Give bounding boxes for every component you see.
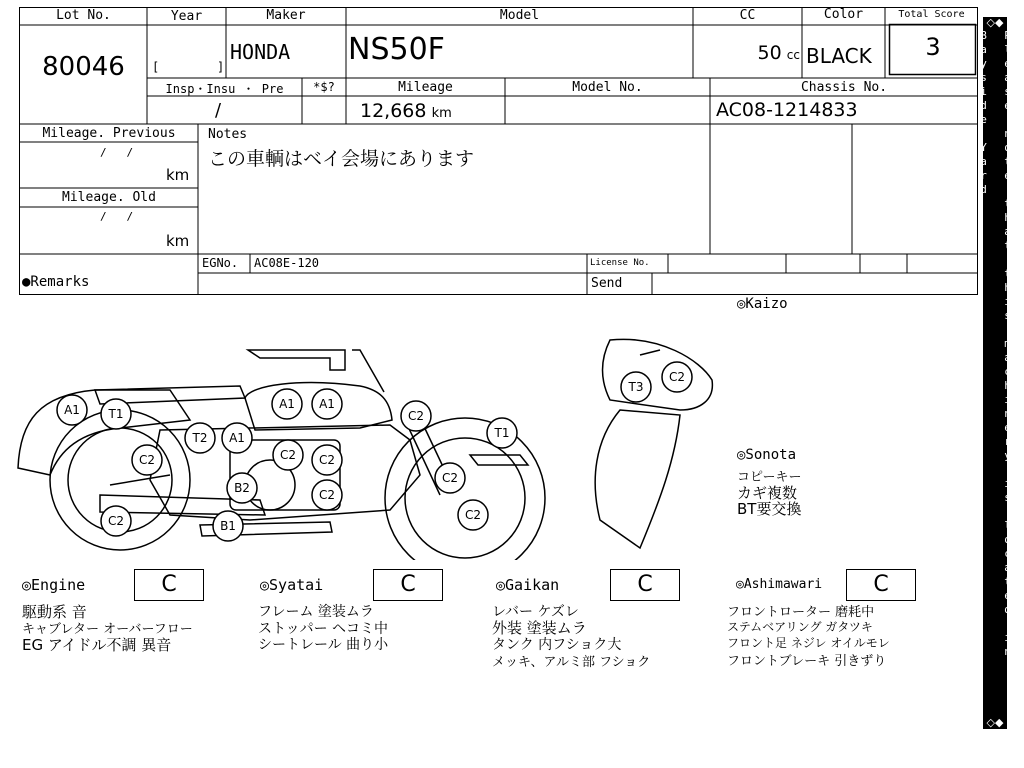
svg-text:C2: C2	[107, 514, 125, 528]
license-label: License No.	[590, 258, 650, 268]
chassis-value: AC08-1214833	[716, 99, 858, 121]
mileage-value: 12,668	[360, 100, 427, 122]
price-label: *$?	[313, 80, 335, 94]
damage-bubble	[213, 511, 243, 541]
sonota-line: カギ複数	[737, 484, 798, 502]
svg-text:C2: C2	[407, 409, 425, 423]
svg-text:T3: T3	[628, 380, 644, 394]
remarks-label: ●Remarks	[22, 274, 90, 290]
svg-text:C2: C2	[138, 453, 156, 467]
old-mileage-label: Mileage. Old	[62, 190, 156, 205]
side-notice-banner	[977, 16, 1014, 729]
svg-text:B2: B2	[234, 481, 250, 495]
svg-text:A1: A1	[64, 403, 80, 417]
total-score-label: Total Score	[898, 9, 965, 20]
svg-text:T1: T1	[494, 426, 510, 440]
engine-note: 駆動系 音	[22, 603, 87, 621]
svg-text:C2: C2	[464, 508, 482, 522]
color-value: BLACK	[806, 44, 872, 68]
sonota-line: コピーキー	[737, 470, 802, 485]
old-mileage-unit: km	[166, 232, 190, 250]
svg-text:C2: C2	[668, 370, 686, 384]
svg-text:T2: T2	[192, 431, 208, 445]
syatai-grade: C	[373, 569, 443, 601]
syatai-note: シートレール 曲り小	[258, 637, 389, 653]
model-value: NS50F	[348, 32, 445, 67]
svg-text:C2: C2	[441, 471, 459, 485]
svg-text:A1: A1	[319, 397, 335, 411]
maker-label: Maker	[266, 8, 306, 23]
sonota-label: ◎Sonota	[737, 447, 797, 463]
damage-bubble	[101, 399, 131, 429]
damage-bubble	[435, 463, 465, 493]
gaikan-note: レバー ケズレ	[492, 604, 579, 620]
damage-bubble	[132, 445, 162, 475]
mileage-label: Mileage	[398, 80, 453, 95]
damage-bubble	[101, 506, 131, 536]
svg-text:B1: B1	[220, 519, 236, 533]
syatai-note: フレーム 塗装ムラ	[258, 604, 374, 620]
chassis-label: Chassis No.	[800, 80, 888, 95]
total-score-value: 3	[925, 33, 941, 61]
syatai-label: ◎Syatai	[260, 576, 324, 594]
damage-bubble	[662, 362, 692, 392]
gaikan-note: タンク 内フショク大	[492, 637, 622, 653]
prev-mileage-label: Mileage. Previous	[42, 126, 176, 141]
damage-bubble	[312, 389, 342, 419]
gaikan-note: メッキ、アルミ部 フショク	[492, 655, 651, 670]
cc-value: 50	[757, 42, 782, 64]
engine-grade: C	[134, 569, 204, 601]
egno-value: AC08E-120	[254, 256, 320, 270]
diamond-icon: ◇◆	[986, 716, 1004, 729]
engine-note: キャブレター オーバーフロー	[22, 622, 193, 637]
damage-bubble	[185, 423, 215, 453]
damage-bubble	[458, 500, 488, 530]
lot-value: 80046	[42, 52, 125, 82]
lot-label: Lot No.	[56, 8, 111, 23]
side-notice-text: Please note that this machinery is located in Bayside Yard	[977, 29, 1014, 659]
color-label: Color	[823, 7, 864, 22]
svg-text:C2: C2	[279, 448, 297, 462]
old-mileage-date: / /	[100, 210, 134, 223]
ashimawari-label: ◎Ashimawari	[736, 577, 823, 592]
svg-text:C2: C2	[318, 488, 336, 502]
syatai-note: ストッパー ヘコミ中	[258, 621, 389, 637]
engine-label: ◎Engine	[22, 576, 86, 594]
gaikan-grade: C	[610, 569, 680, 601]
damage-bubble	[312, 445, 342, 475]
motorcycle-diagram	[0, 300, 730, 560]
svg-text:T1: T1	[108, 407, 124, 421]
model-label: Model	[499, 8, 540, 23]
gaikan-note: 外装 塗装ムラ	[492, 619, 587, 637]
sonota-line: BT要交換	[737, 500, 802, 518]
damage-bubble	[57, 395, 87, 425]
ashimawari-note: ステムベアリング ガタツキ	[727, 620, 873, 634]
svg-text:A1: A1	[279, 397, 295, 411]
ashimawari-grade: C	[846, 569, 916, 601]
insp-label: Insp・Insu ・ Pre	[165, 82, 284, 96]
year-label: Year	[170, 9, 203, 24]
engine-note: EG アイドル不調 異音	[22, 636, 172, 654]
damage-bubble	[227, 473, 257, 503]
egno-label: EGNo.	[202, 256, 239, 270]
ashimawari-note: フロント足 ネジレ オイルモレ	[727, 636, 890, 650]
maker-value: HONDA	[230, 40, 291, 64]
model-no-label: Model No.	[572, 80, 643, 95]
diamond-icon: ◇◆	[986, 16, 1004, 29]
prev-mileage-date: / /	[100, 146, 134, 159]
damage-bubble	[273, 440, 303, 470]
damage-bubble	[621, 372, 651, 402]
cowl-outline	[595, 339, 712, 548]
ashimawari-note: フロントローター 磨耗中	[727, 605, 875, 620]
insp-value: /	[215, 100, 222, 121]
mileage-unit: km	[431, 106, 452, 121]
kaizo-label: ◎Kaizo	[737, 296, 788, 312]
ashimawari-note: フロントブレーキ 引きずり	[727, 654, 887, 669]
damage-bubble	[272, 389, 302, 419]
gaikan-label: ◎Gaikan	[496, 576, 560, 594]
damage-bubble	[401, 401, 431, 431]
svg-text:A1: A1	[229, 431, 245, 445]
cc-label: CC	[739, 8, 756, 23]
damage-bubble	[222, 423, 252, 453]
year-value: [ ]	[152, 60, 225, 74]
notes-value: この車輌はベイ会場にあります	[208, 148, 475, 170]
prev-mileage-unit: km	[166, 166, 190, 184]
svg-text:C2: C2	[318, 453, 336, 467]
send-label: Send	[591, 276, 623, 291]
cc-unit: cc	[786, 48, 800, 62]
damage-bubble	[487, 418, 517, 448]
damage-bubble	[312, 480, 342, 510]
notes-label: Notes	[208, 127, 248, 142]
